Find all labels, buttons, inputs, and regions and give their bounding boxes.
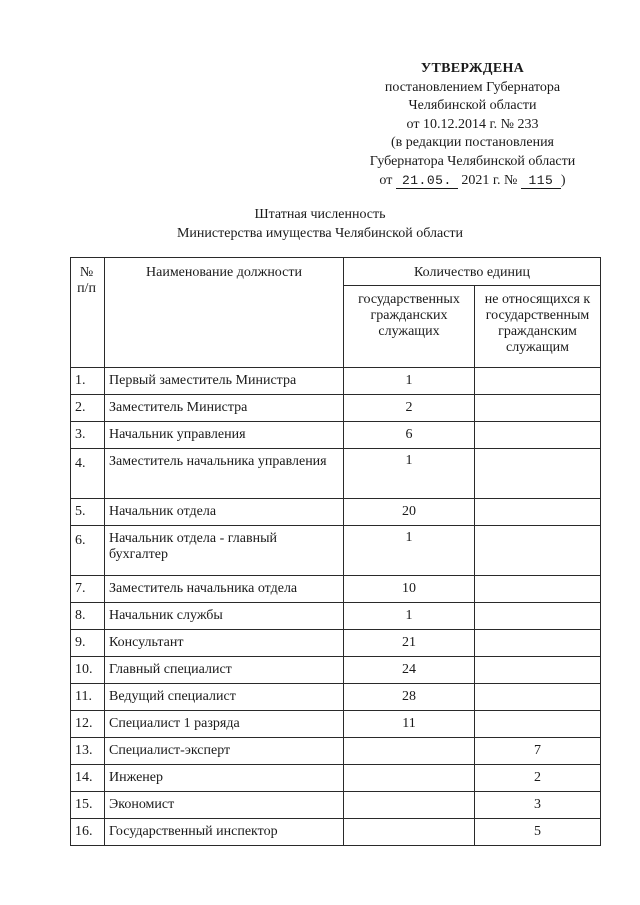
row-number: 11. [71, 684, 105, 711]
row-non-civil-count: 5 [475, 819, 601, 846]
row-number: 7. [71, 576, 105, 603]
row-non-civil-count [475, 449, 601, 499]
title-line-1: Штатная численность [254, 207, 386, 222]
row-non-civil-count: 2 [475, 765, 601, 792]
row-number: 5. [71, 499, 105, 526]
row-position: Заместитель начальника управления [105, 449, 344, 499]
table-row [71, 449, 601, 499]
row-position: Главный специалист [105, 657, 344, 684]
row-civil-count: 1 [344, 449, 475, 499]
year-text: 2021 г. [461, 172, 501, 188]
table-row [71, 603, 601, 630]
row-number: 8. [71, 603, 105, 630]
row-number: 9. [71, 630, 105, 657]
row-position: Экономист [105, 792, 344, 819]
table-row [71, 684, 601, 711]
row-civil-count [344, 738, 475, 765]
row-number: 12. [71, 711, 105, 738]
staff-table-body [71, 258, 601, 846]
table-row [71, 526, 601, 576]
table-row [71, 738, 601, 765]
table-row [71, 368, 601, 395]
table-row [71, 657, 601, 684]
row-civil-count [344, 819, 475, 846]
row-non-civil-count [475, 630, 601, 657]
approval-date-line [340, 172, 605, 191]
header-non-civil [475, 286, 601, 368]
row-position: Первый заместитель Министра [105, 368, 344, 395]
closing-paren: ) [560, 172, 566, 188]
approval-block [340, 60, 605, 190]
header-num-label: № п/п [77, 265, 96, 296]
header-quantity-label: Количество единиц [414, 265, 531, 280]
row-number: 15. [71, 792, 105, 819]
row-non-civil-count [475, 576, 601, 603]
header-quantity [344, 258, 601, 286]
header-num [71, 258, 105, 368]
row-position: Начальник службы [105, 603, 344, 630]
header-row-top [71, 258, 601, 286]
row-civil-count [344, 765, 475, 792]
date-prefix: от [379, 172, 393, 188]
row-position: Заместитель начальника отдела [105, 576, 344, 603]
row-position: Заместитель Министра [105, 395, 344, 422]
row-non-civil-count [475, 526, 601, 576]
row-civil-count: 1 [344, 603, 475, 630]
document-title [0, 206, 640, 243]
row-number: 6. [71, 526, 105, 576]
row-civil-count: 24 [344, 657, 475, 684]
row-civil-count: 20 [344, 499, 475, 526]
row-non-civil-count [475, 657, 601, 684]
row-civil-count: 21 [344, 630, 475, 657]
row-civil-count: 10 [344, 576, 475, 603]
header-civil-label: государственных гражданских служащих [358, 292, 460, 339]
row-non-civil-count [475, 684, 601, 711]
row-position: Инженер [105, 765, 344, 792]
row-position: Консультант [105, 630, 344, 657]
row-position: Специалист 1 разряда [105, 711, 344, 738]
date-field: 21.05. [396, 173, 458, 189]
row-civil-count: 6 [344, 422, 475, 449]
row-number: 1. [71, 368, 105, 395]
row-number: 13. [71, 738, 105, 765]
approval-line-3: от 10.12.2014 г. № 233 [406, 116, 539, 132]
table-row [71, 819, 601, 846]
row-number: 16. [71, 819, 105, 846]
table-row [71, 395, 601, 422]
row-non-civil-count [475, 395, 601, 422]
row-position: Начальник отдела - главный бухгалтер [105, 526, 344, 576]
row-position: Начальник отдела [105, 499, 344, 526]
header-non-civil-label: не относящихся к государственным гражданским служащим [484, 292, 591, 355]
approval-line-5: Губернатора Челябинской области [369, 153, 576, 169]
row-non-civil-count: 3 [475, 792, 601, 819]
row-position: Ведущий специалист [105, 684, 344, 711]
row-number: 14. [71, 765, 105, 792]
table-row [71, 765, 601, 792]
table-row [71, 422, 601, 449]
row-non-civil-count [475, 603, 601, 630]
approval-line-4: (в редакции постановления [390, 135, 555, 151]
row-civil-count: 28 [344, 684, 475, 711]
row-civil-count: 2 [344, 395, 475, 422]
approval-heading: УТВЕРЖДЕНА [420, 61, 525, 76]
header-position [105, 258, 344, 368]
row-civil-count: 11 [344, 711, 475, 738]
header-position-label: Наименование должности [146, 265, 302, 280]
row-civil-count: 1 [344, 526, 475, 576]
row-position: Начальник управления [105, 422, 344, 449]
header-civil [344, 286, 475, 368]
table-row [71, 711, 601, 738]
row-non-civil-count [475, 422, 601, 449]
row-number: 3. [71, 422, 105, 449]
row-non-civil-count [475, 499, 601, 526]
staff-table [70, 257, 601, 846]
row-civil-count: 1 [344, 368, 475, 395]
row-civil-count [344, 792, 475, 819]
number-sign: № [504, 172, 518, 188]
number-field: 115 [521, 173, 561, 189]
row-number: 2. [71, 395, 105, 422]
row-non-civil-count [475, 368, 601, 395]
row-non-civil-count [475, 711, 601, 738]
approval-line-1: постановлением Губернатора [384, 79, 561, 95]
row-position: Государственный инспектор [105, 819, 344, 846]
row-non-civil-count: 7 [475, 738, 601, 765]
table-row [71, 576, 601, 603]
row-number: 4. [71, 449, 105, 499]
approval-line-2: Челябинской области [408, 98, 537, 114]
table-row [71, 630, 601, 657]
title-line-2: Министерства имущества Челябинской области [176, 225, 464, 241]
table-row [71, 499, 601, 526]
table-row [71, 792, 601, 819]
row-position: Специалист-эксперт [105, 738, 344, 765]
row-number: 10. [71, 657, 105, 684]
